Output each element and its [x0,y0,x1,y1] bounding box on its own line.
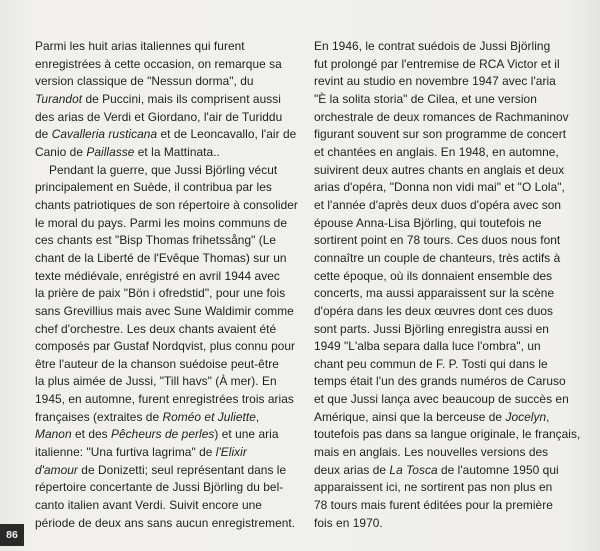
text-line: et l'année d'après deux duos d'opéra avec son [314,197,562,212]
text-line: toutefois pas dans sa langue originale, le français, [314,427,581,442]
text-line: apparaissent ici, ne sortirent pas non plus en [314,480,553,495]
text-line: orchestrale de deux romances de Rachmaninov [314,109,569,124]
text-line: de Cavalleria rusticana et de Leoncavallo, l'air de [35,127,297,142]
text-line: sans Grevillius mais avec Sune Waldimir comme [35,303,294,318]
text-line: sortirent point en 78 tours. Ces duos nous font [314,233,561,248]
text-line: Amérique, ainsi que la berceuse de Jocelyn, [314,409,550,424]
text-line: principalement en Suède, il contribua par les [35,180,272,195]
text-line: fut prolongé par l'entremise de RCA Victor et il [314,56,560,71]
text-line: chef d'orchestre. Les deux chants avaient été [35,321,277,336]
left-text-column [35,38,298,532]
page-number: 86 [0,524,24,546]
text-line: Pendant la guerre, que Jussi Björling vécut [49,162,278,177]
text-line: sont parts. Jussi Björling enregistra aussi en [314,321,549,336]
text-line: Manon et des Pêcheurs de perles) et une aria [35,427,279,442]
text-line: connaître un couple de chanteurs, très actifs à [314,250,561,265]
text-line: italienne: "Una furtiva lagrima" de l'Elixir [35,445,247,460]
text-line: chant de la Liberté de l'Evêque Thomas) sur un [35,250,287,265]
text-line: répertoire concertante de Jussi Björling du bel- [35,480,284,495]
text-line: fois en 1970. [314,515,383,530]
text-line: des arias de Verdi et Giordano, l'air de Turiddu [35,109,283,124]
text-line: le moral du pays. Parmi les moins communs de [35,215,287,230]
text-line: et que Jussi lança avec beaucoup de succès en [314,392,569,407]
text-line: 78 tours mais furent éditées pour la première [314,498,553,513]
paragraph [314,38,581,532]
text-line: deux arias de La Tosca de l'automne 1950 qui [314,462,559,477]
text-line: période de deux ans sans aucun enregistrement. [35,515,296,530]
text-line: 1949 "L'alba separa dalla luce l'ombra", un [314,339,541,354]
text-line: d'opéra dans les deux œuvres dont ces duos [314,303,554,318]
text-line: En 1946, le contrat suédois de Jussi Björling [314,39,551,53]
text-line: chants patriotiques de son répertoire à consolider [35,197,298,212]
text-line: Turandot de Puccini, mais ils comprisent aussi [35,91,281,106]
text-line: la plus aimée de Jussi, "Till havs" (À mer). En [35,374,277,389]
text-line: épouse Anna-Lisa Björling, qui toutefois ne [314,215,542,230]
text-line: ces chants est "Bisp Thomas frihetssång" (Le [35,233,277,248]
right-text-column [314,38,581,532]
text-line: composés par Gustaf Nordqvist, plus connu pour [35,339,296,354]
paragraph [35,162,298,533]
text-line: Parmi les huit arias italiennes qui furent [35,39,245,53]
text-line: concerts, ma aussi apparaissent sur la scène [314,286,555,301]
text-line: suivirent deux autres chants en anglais et deux [314,162,565,177]
paragraph [35,38,297,162]
text-line: "È la solita storia" de Cilea, et une version [314,91,537,106]
text-line: et chantées en anglais. En 1948, en automne, [314,144,559,159]
text-line: figurant souvent sur son programme de concert [314,127,567,142]
text-line: arias d'opéra, "Donna non vidi mai" et "O Lola", [314,180,565,195]
text-line: 1945, en automne, furent enregistrées trois arias [35,392,294,407]
text-line: être l'auteur de la chanson suédoise peut-être [35,356,279,371]
text-line: temps était l'un des grands numéros de Caruso [314,374,566,389]
text-line: revint au studio en novembre 1947 avec l'aria [314,74,556,89]
text-line: françaises (extraites de Roméo et Juliette, [35,409,260,424]
text-line: la prière de paix "Bön i ofredstid", pour une fois [35,286,286,301]
text-line: texte médiévale, enrégistré en avril 1944 avec [35,268,280,283]
text-line: d'amour de Donizetti; seul représentant dans le [35,462,287,477]
text-line: version classique de "Nessun dorma", du [35,74,254,89]
text-line: Canio de Paillasse et la Mattinata.. [35,144,220,159]
text-line: enregistrées à cette occasion, on remarque sa [35,56,282,71]
text-line: cette époque, où ils donnaient ensemble des [314,268,553,283]
text-line: canto italien avant Verdi. Suivit encore une [35,498,262,513]
text-line: mais en anglais. Les nouvelles versions des [314,445,549,460]
text-line: chant peu commun de F. P. Tosti qui dans le [314,356,548,371]
